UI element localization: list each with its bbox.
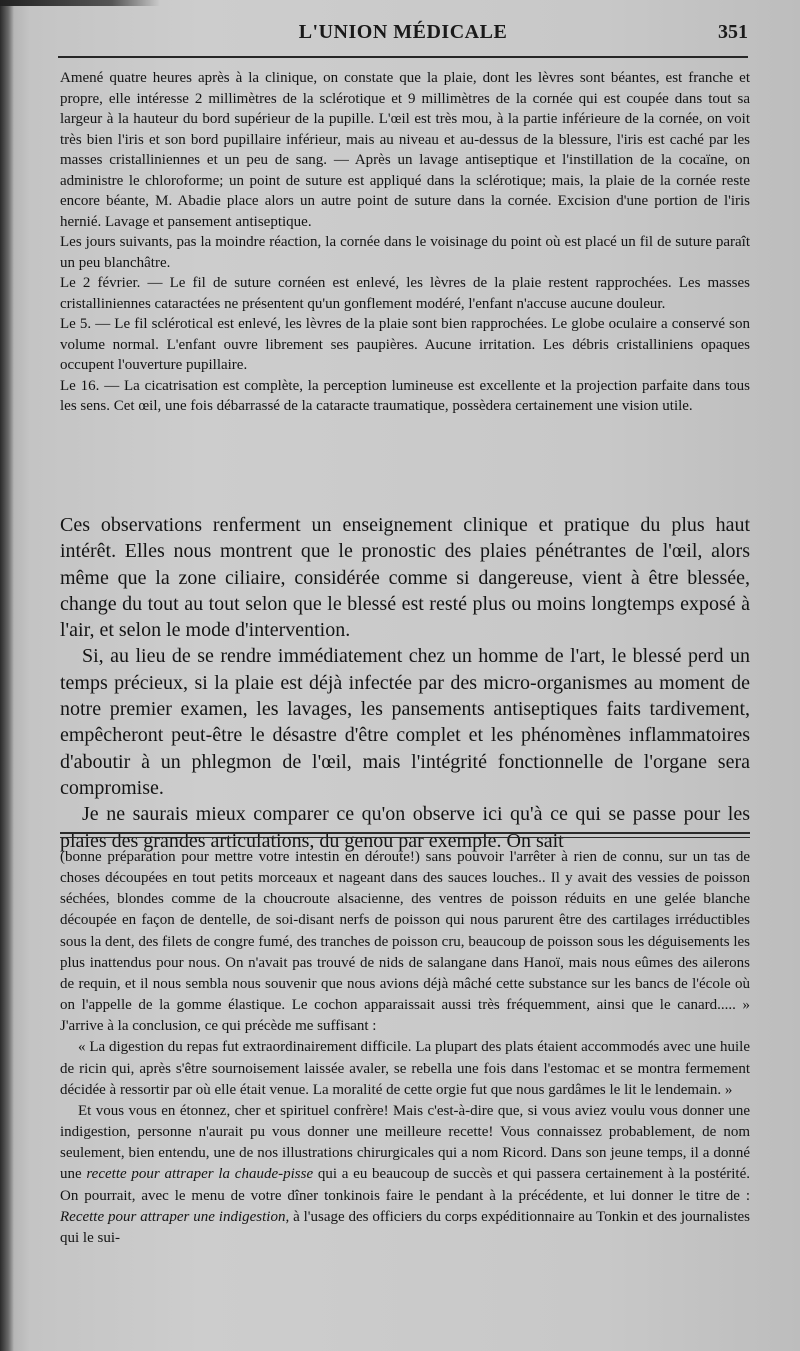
case-paragraph: Le 2 février. — Le fil de suture cornéen est enlevé, les lèvres de la plaie restent rapprochées. Les masses cristalliniennes cataractées ne présentent qu'un gonflement modéré, l'enfant n'accuse aucune douleur. xyxy=(60,275,750,312)
main-body-text xyxy=(60,512,750,854)
footnote xyxy=(60,847,750,1249)
body-paragraph: Ces observations renferment un enseignement clinique et pratique du plus haut intérêt. Elles nous montrent que le pronostic des plaies pénétrantes de l'œil, alors même que la zone ciliaire, considérée comme si dangereuse, vient à être blessée, change du tout au tout selon que le blessé est resté plus ou moins longtemps exposé à l'air, et selon le mode d'intervention. xyxy=(60,514,750,642)
footnote-text-run: Et vous vous en étonnez, cher et spirituel confrère! Mais c'est-à-dire que, si vous aviez voulu vous donner une indigestion, personne n'aurait pu vous donner une meilleure recette! Vous connaissez probablement, de nom seulement, bien entendu, une de nos illustrations chirurgicales qui a nom Ricord. Dans son jeune temps, il a donné une xyxy=(60,1102,750,1183)
journal-title: L'UNION MÉDICALE xyxy=(298,21,508,43)
footnote-text-run: à l'usage des officiers du corps expéditionnaire au Tonkin et des journalistes qui le sui- xyxy=(60,1208,750,1246)
footnote-paragraph: (bonne préparation pour mettre votre intestin en déroute!) sans pouvoir l'arrêter à rien de connu, sur un tas de choses découpées en tout petits morceaux et nageant dans des sauces louches.. Il y avait des vessies de poisson séchées, blondes comme de la choucroute alsacienne, des ventres de poisson réduits en une gelée blanche découpée en façon de dentelle, de soi-disant nerfs de poisson qui nous parurent être des cartilages irréductibles sous la dent, des filets de congre fumé, des tranches de poisson cru, beaucoup de poisson sous les déguisements les plus inattendus pour nous. On n'avait pas trouvé de nids de salangane dans Hanoï, mais nous eûmes des ailerons de requin, et il nous sembla nous souvenir que nous avions déjà mâché cette substance sur les bancs de l'école où on l'appelle de la gomme élastique. Le cochon apparaissait aussi très fréquemment, ainsi que le canard..... » J'arrive à la conclusion, ce qui précède me suffisant : xyxy=(60,849,750,1035)
footnote-rule-thin xyxy=(60,837,750,838)
scan-edge-mark xyxy=(0,0,160,6)
case-paragraph: Amené quatre heures après à la clinique, on constate que la plaie, dont les lèvres sont béantes, est franche et propre, elle intéresse 2 millimètres de la sclérotique et 9 millimètres de la cornée qui est coupée dans tout sa largeur à la hauteur du bord supérieur de la pupille. L'œil est très mou, à la partie inférieure de la cornée, on voit très bien l'iris et son bord pupillaire inférieur, mais au niveau et au-dessus de la blessure, l'iris est caché par les masses cristalliniennes et un peu de sang. — Après un lavage antiseptique et l'instillation de la cocaïne, on administre le chloroforme; un point de suture est appliqué dans la sclérotique; mais, la plaie de la cornée reste encore béante, M. Abadie place alors un autre point de suture dans la cornée. Excision d'une portion de l'iris hernié. Lavage et pansement antiseptique. xyxy=(60,70,750,230)
body-paragraph: Je ne saurais mieux comparer ce qu'on observe ici qu'à ce qui se passe pour les plaies des grandes articulations, du genou par exemple. On sait xyxy=(60,803,750,852)
case-paragraph: Le 16. — La cicatrisation est complète, la perception lumineuse est excellente et la projection parfaite dans tous les sens. Cet œil, une fois débarrassé de la cataracte traumatique, possèdera certainement une vision utile. xyxy=(60,377,750,414)
footnote-text-run: qui a eu beaucoup de succès et qui passera certainement à la postérité. On pourrait, avec le menu de votre dîner tonkinois faire le pendant à la précédente, et lui donner le titre de : xyxy=(60,1166,750,1204)
case-report xyxy=(60,68,750,417)
case-paragraph: Les jours suivants, pas la moindre réaction, la cornée dans le voisinage du point où est placé un fil de suture paraît un peu blanchâtre. xyxy=(60,234,750,271)
body-paragraph: Si, au lieu de se rendre immédiatement chez un homme de l'art, le blessé perd un temps précieux, si la plaie est déjà infectée par des micro-organismes au moment de notre premier examen, les lavages, les pansements antiseptiques faits tardivement, empêcheront peut-être le désastre d'être complet et les phénomènes inflammatoires d'aboutir à un phlegmon de l'œil, mais l'intégrité fonctionnelle de l'organe sera compromise. xyxy=(60,645,750,799)
running-header xyxy=(58,18,748,54)
footnote-paragraph: « La digestion du repas fut extraordinairement difficile. La plupart des plats étaient accommodés avec une huile de ricin qui, après s'être sournoisement laissée avaler, se rebella une fois dans l'estomac et se montra fermement décidée à ressortir par où elle était venue. La moralité de cette orgie fut que nous gardâmes le lit le lendemain. » xyxy=(60,1039,750,1098)
footnote-italic-title: Recette pour attraper une indigestion, xyxy=(60,1208,290,1225)
case-paragraph: Le 5. — Le fil sclérotical est enlevé, les lèvres de la plaie sont bien rapprochées. Le globe oculaire a conservé son volume normal. L'enfant ouvre librement ses paupières. Aucune irritation. Les débris cristalliniens opaques occupent l'ouverture pupillaire. xyxy=(60,316,750,373)
footnote-rule xyxy=(60,832,750,834)
page-number: 351 xyxy=(718,21,748,43)
footnote-paragraph xyxy=(60,1101,750,1249)
book-spine-shadow xyxy=(0,0,14,1351)
header-rule xyxy=(58,56,748,58)
footnote-italic-title: recette pour attraper la chaude-pisse xyxy=(86,1166,314,1183)
